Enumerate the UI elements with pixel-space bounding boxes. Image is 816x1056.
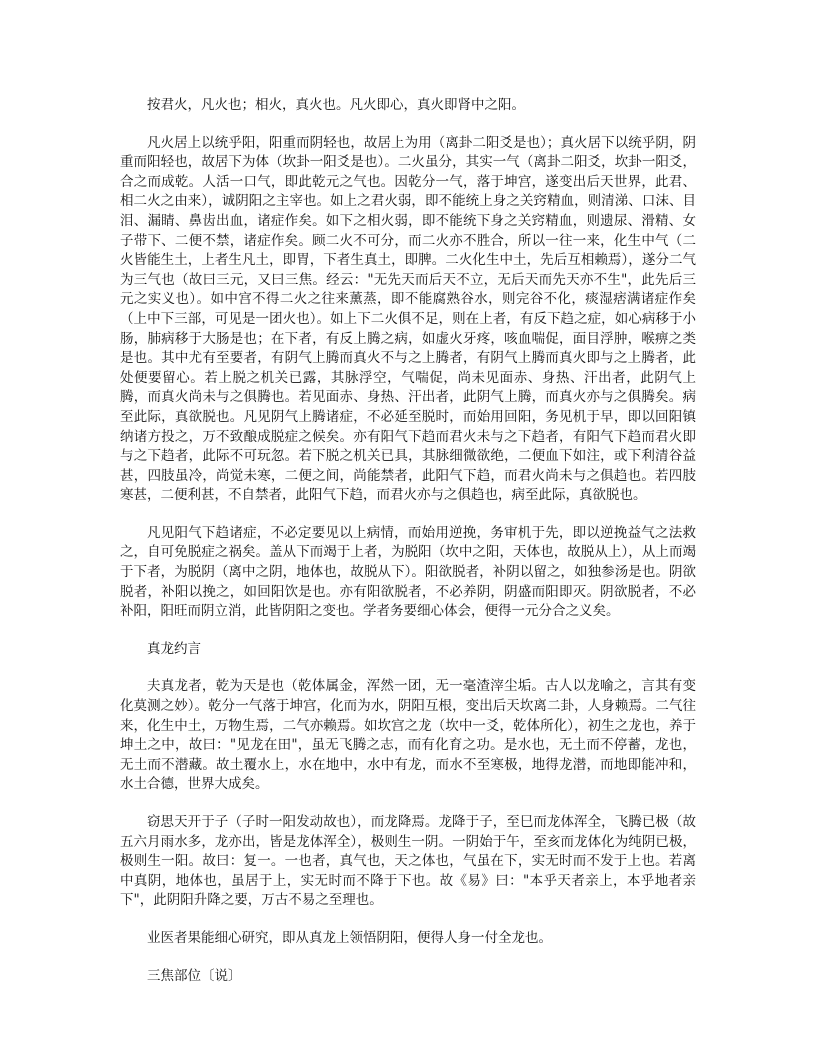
paragraph-physician-advice: 业医者果能细心研究，即从真龙上领悟阴阳，便得人身一付全龙也。 xyxy=(147,929,552,946)
paragraph-yang-descent: 凡见阳气下趋诸症，不必定要见以上病情，而始用逆挽，务审机于先，即以逆挽益气之法救之，自可免脱症之祸矣。盖从下而竭于上者，为脱阳（坎中之阳，天体也，故脱从上），从上而竭于下者，为脱阴（离中之阴，地体也，故脱从下）。阳欲脱者，补阴以留之，如独参汤是也。阴欲脱者，补阳以挽之，如回阳饮是也。亦有阳欲脱者，不必养阴，阴盛而阳即灭。阴欲脱者，不必补阳，阳旺而阴立消，此皆阴阳之变也。学者务要细心体会，便得一元分合之义矣。 xyxy=(120,524,696,620)
document-body xyxy=(120,96,696,1004)
paragraph-true-dragon: 夫真龙者，乾为天是也（乾体属金，浑然一团，无一毫渣滓尘垢。古人以龙喻之，言其有变化莫测之妙）。乾分一气落于坤宫，化而为水，阴阳互根，变出后天坎离二卦，人身赖焉。二气往来，化生中土，万物生焉，二气亦赖焉。如坎宫之龙（坎中一爻，乾体所化），初生之龙也，养于坤土之中，故曰："见龙在田"，虽无飞腾之志，而有化育之功。是水也，无土而不停蓄，龙也，无土而不潜藏。故土覆水上，水在地中，水中有龙，而水不至寒极，地得龙潜，而地即能冲和，水土合德，世界大成矣。 xyxy=(120,678,696,793)
section-heading-san-jiao: 三焦部位〔说〕 xyxy=(147,967,242,984)
paragraph-intro: 按君火，凡火也；相火，真火也。凡火即心，真火即肾中之阳。 xyxy=(147,97,525,113)
section-heading-true-dragon: 真龙约言 xyxy=(147,640,201,657)
paragraph-fire-theory: 凡火居上以统乎阳，阳重而阴轻也，故居上为用（离卦二阳爻是也）；真火居下以统乎阴，阴重而阳轻也，故居下为体（坎卦一阳爻是也）。二火虽分，其实一气（离卦二阳爻，坎卦一阳爻，合之而成乾。人活一口气，即此乾元之气也。因乾分一气，落于坤宫，遂变出后天世界，此君、相二火之由来），诚阴阳之主宰也。如上之君火弱，即不能统上身之关窍精血，则清涕、口沫、目泪、漏睛、鼻齿出血，诸症作矣。如下之相火弱，即不能统下身之关窍精血，则遗尿、滑精、女子带下、二便不禁，诸症作矣。顾二火不可分，而二火亦不胜合，所以一往一来，化生中气（二火皆能生土，上者生凡土，即胃，下者生真土，即脾。二火化生中土，先后互相赖焉），遂分二气为三气也（故曰三元，又曰三焦。经云："无先天而后天不立，无后天而先天亦不生"，此先后三元之实义也）。如中宫不得二火之往来薰蒸，即不能腐熟谷水，则完谷不化，痰湿痞满诸症作矣（上中下三部，可见是一团火也）。如上下二火俱不足，则在上者，有反下趋之症，如心病移于小肠，肺病移于大肠是也；在下者，有反上腾之病，如虚火牙疼，咳血喘促，面目浮肿，喉痹之类是也。其中尤有至要者，有阴气上腾而真火不与之上腾者，有阴气上腾而真火即与之上腾者，此处便要留心。若上脱之机关已露，其脉浮空，气喘促，尚未见面赤、身热、汗出者，此阴气上腾，而真火尚未与之俱腾也。若见面赤、身热、汗出者，此阴气上腾，而真火亦与之俱腾矣。病至此际，真欲脱也。凡见阴气上腾诸症，不必延至脱时，而始用回阳，务见机于早，即以回阳镇纳诸方投之，万不致酿成脱症之候矣。亦有阳气下趋而君火未与之下趋者，有阳气下趋而君火即与之下趋者，此际不可玩忽。若下脱之机关已具，其脉细微欲绝，二便血下如注，或下利清谷益甚，四肢虽冷，尚觉未寒，二便之间，尚能禁者，此阳气下趋，而君火尚未与之俱趋也。若四肢寒甚，二便利甚，不自禁者，此阳气下趋，而君火亦与之俱趋也，病至此际，真欲脱也。 xyxy=(120,134,696,504)
paragraph-heaven-opens: 窃思天开于子（子时一阳发动故也），而龙降焉。龙降于子，至巳而龙体浑全，飞腾已极（故五六月雨水多，龙亦出，皆是龙体浑全），极则生一阴。一阴始于午，至亥而龙体化为纯阴已极，极则生一阳。故曰：复一。一也者，真气也，天之体也，气虽在下，实无时而不发于上也。若离中真阴，地体也，虽居于上，实无时而不降于下也。故《易》曰："本乎天者亲上，本乎地者亲下"，此阴阳升降之要，万古不易之至理也。 xyxy=(120,814,696,909)
